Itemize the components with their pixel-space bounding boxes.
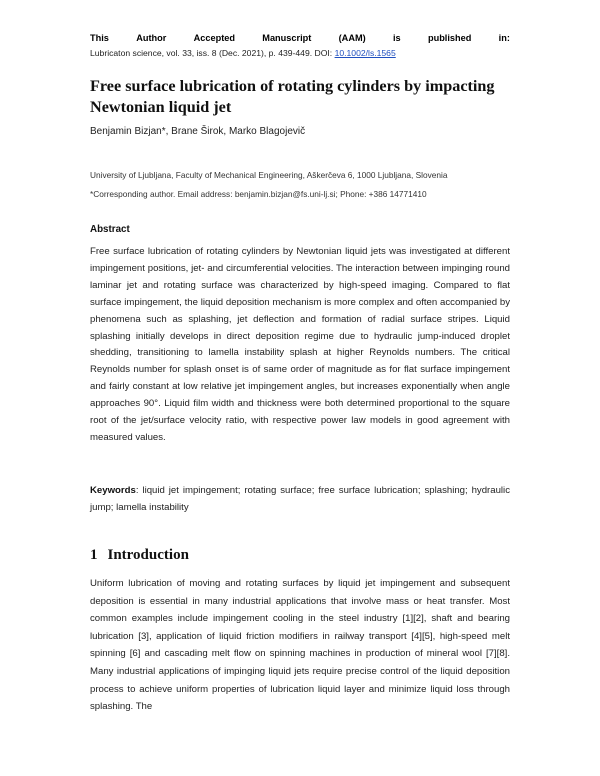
notice-word: is <box>392 33 401 43</box>
abstract-text: Free surface lubrication of rotating cylinders by Newtonian liquid jets was investigated at different impingement positions, jet- and circumferential velocities. The interaction between impinging round laminar jet and rotating surface was characterized by high-speed imaging. Compared to flat surface impingement, the liquid deposition mechanism is more complex and often accompanied by phenomena such as splashing, jet deflection and formation of radial surface stripes. Liquid splashing initially develops in direct deposition regime due to hydraulic jump-induced droplet shedding, transitioning to lamella instability splash at higher Reynolds numbers. The critical Reynolds number for splash onset is of same order of magnitude as for flat surface impingement and fairly constant at low relative jet impingement angles, but increases exponentially when angle approaches 90°. Liquid film width and thickness were both determined proportional to the square root of the jet/surface velocity ratio, with respective power law models in good agreement with measured values. <box>90 246 510 443</box>
notice-word: published <box>427 33 472 43</box>
author-list: Benjamin Bizjan*, Brane Širok, Marko Blagojevič <box>90 126 306 137</box>
notice-word: Manuscript <box>262 33 312 43</box>
section-title: Introduction <box>107 547 189 563</box>
affiliation: University of Ljubljana, Faculty of Mechanical Engineering, Aškerčeva 6, 1000 Ljubljana, Slovenia <box>90 170 448 180</box>
notice-word: Accepted <box>193 33 235 43</box>
abstract-heading: Abstract <box>90 224 130 235</box>
citation-line <box>90 48 520 58</box>
notice-word: (AAM) <box>338 33 366 43</box>
notice-word: in: <box>498 33 510 43</box>
section-number: 1 <box>90 547 98 563</box>
corresponding-author: *Corresponding author. Email address: benjamin.bizjan@fs.uni-lj.si; Phone: +386 14771410 <box>90 189 427 199</box>
doi-link[interactable]: 10.1002/ls.1565 <box>334 48 396 58</box>
aam-notice <box>90 33 510 43</box>
keywords-text: : liquid jet impingement; rotating surface; free surface lubrication; splashing; hydraulic jump; lamella instability <box>90 485 510 513</box>
keywords-label: Keywords <box>90 485 136 496</box>
section-heading <box>90 547 189 564</box>
citation-text: Lubricaton science, vol. 33, iss. 8 (Dec. 2021), p. 439-449. DOI: <box>90 48 335 58</box>
notice-word: Author <box>136 33 167 43</box>
introduction-text: Uniform lubrication of moving and rotating surfaces by liquid jet impingement and subsequent deposition is essential in many industrial applications that involve mass or heat transfer. Most common examples include impingement cooling in the steel industry [1][2], shaft and bearing lubrication [3], application of liquid friction modifiers in railway transport [4][5], high-speed melt spinning [6] and cascading melt flow on spinning machines in production of mineral wool [7][8]. Many industrial applications of impinging liquid jets require precise control of the liquid deposition process to achieve uniform properties of lubrication liquid layer and minimize liquid loss through splashing. The <box>90 578 510 713</box>
keywords-block <box>90 483 510 517</box>
paper-title: Free surface lubrication of rotating cylinders by impacting Newtonian liquid jet <box>90 77 495 116</box>
affiliation-block <box>90 166 520 204</box>
notice-word: This <box>90 33 109 43</box>
